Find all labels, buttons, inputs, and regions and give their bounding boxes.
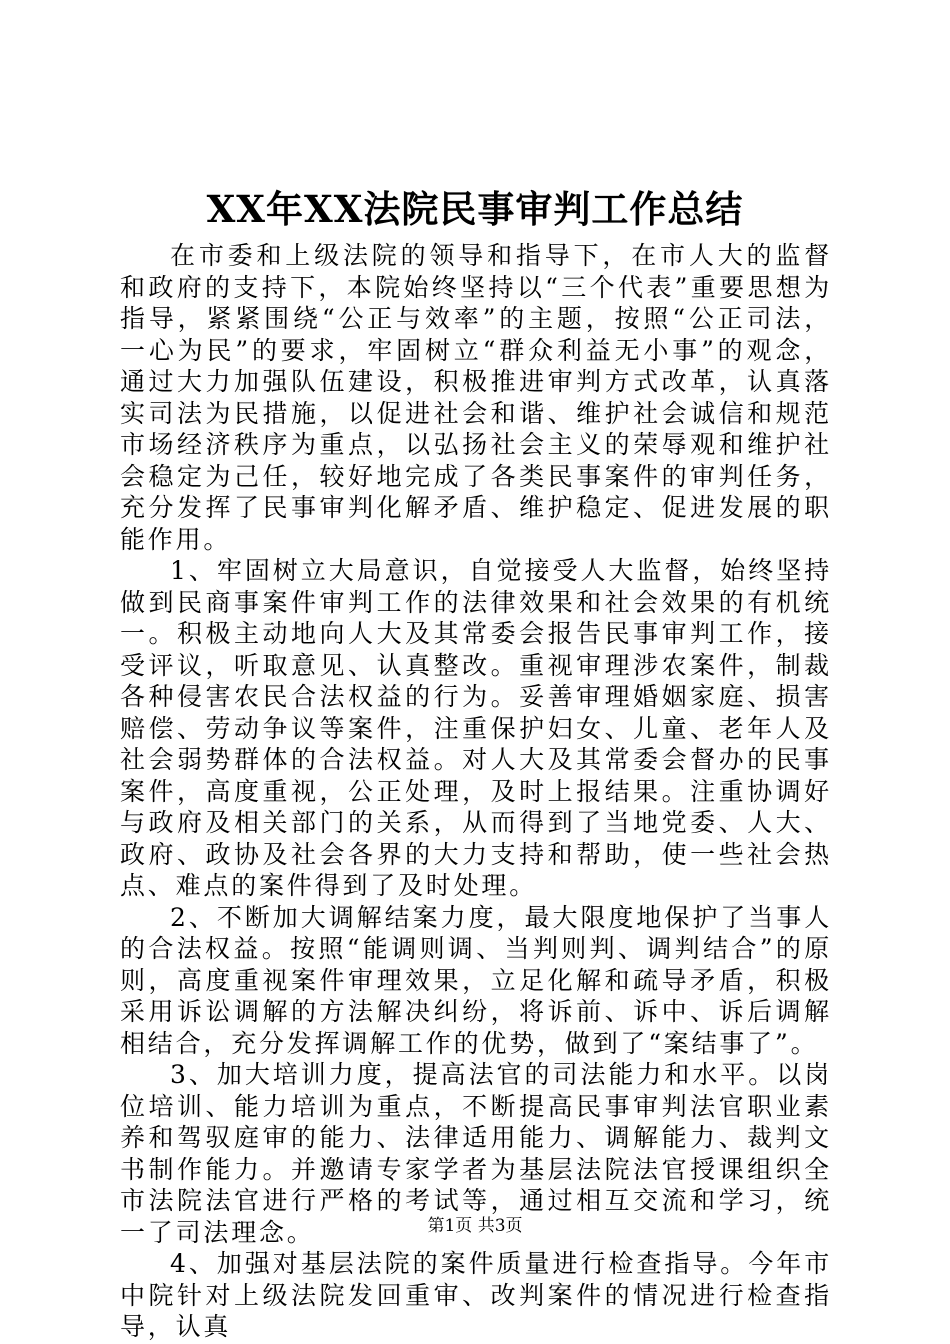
paragraph: 4、加强对基层法院的案件质量进行检查指导。今年市中院针对上级法院发回重审、改判案件的情况进行检查指导，认真 bbox=[120, 1249, 832, 1341]
paragraph: 1、牢固树立大局意识，自觉接受人大监督，始终坚持做到民商事案件审判工作的法律效果和社会效果的有机统一。积极主动地向人大及其常委会报告民事审判工作，接受评议，听取意见、认真整改。重视审理涉农案件，制裁各种侵害农民合法权益的行为。妥善审理婚姻家庭、损害赔偿、劳动争议等案件，注重保护妇女、儿童、老年人及社会弱势群体的合法权益。对人大及其常委会督办的民事案件，高度重视，公正处理，及时上报结果。注重协调好与政府及相关部门的关系，从而得到了当地党委、人大、政府、政协及社会各界的大力支持和帮助，使一些社会热点、难点的案件得到了及时处理。 bbox=[120, 556, 832, 900]
paragraph: 2、不断加大调解结案力度，最大限度地保护了当事人的合法权益。按照“能调则调、当判则判、调判结合”的原则，高度重视案件审理效果，立足化解和疏导矛盾，积极采用诉讼调解的方法解决纠纷，将诉前、诉中、诉后调解相结合，充分发挥调解工作的优势，做到了“案结事了”。 bbox=[120, 902, 832, 1058]
page-number-footer: 第1页 共3页 bbox=[427, 1216, 523, 1236]
paragraph: 在市委和上级法院的领导和指导下，在市人大的监督和政府的支持下，本院始终坚持以“三个代表”重要思想为指导，紧紧围绕“公正与效率”的主题，按照“公正司法，一心为民”的要求，牢固树立“群众利益无小事”的观念，通过大力加强队伍建设，积极推进审判方式改革，认真落实司法为民措施，以促进社会和谐、维护社会诚信和规范市场经济秩序为重点，以弘扬社会主义的荣辱观和维护社会稳定为己任，较好地完成了各类民事案件的审判任务，充分发挥了民事审判化解矛盾、维护稳定、促进发展的职能作用。 bbox=[120, 241, 832, 554]
document-body bbox=[120, 240, 832, 1343]
document-title: XX年XX法院民事审判工作总结 bbox=[206, 187, 744, 231]
paragraph: 3、加大培训力度，提高法官的司法能力和水平。以岗位培训、能力培训为重点，不断提高民事审判法官职业素养和驾驭庭审的能力、法律适用能力、调解能力、裁判文书制作能力。并邀请专家学者为基层法院法官授课组织全市法院法官进行严格的考试等，通过相互交流和学习，统一了司法理念。 bbox=[120, 1060, 832, 1247]
